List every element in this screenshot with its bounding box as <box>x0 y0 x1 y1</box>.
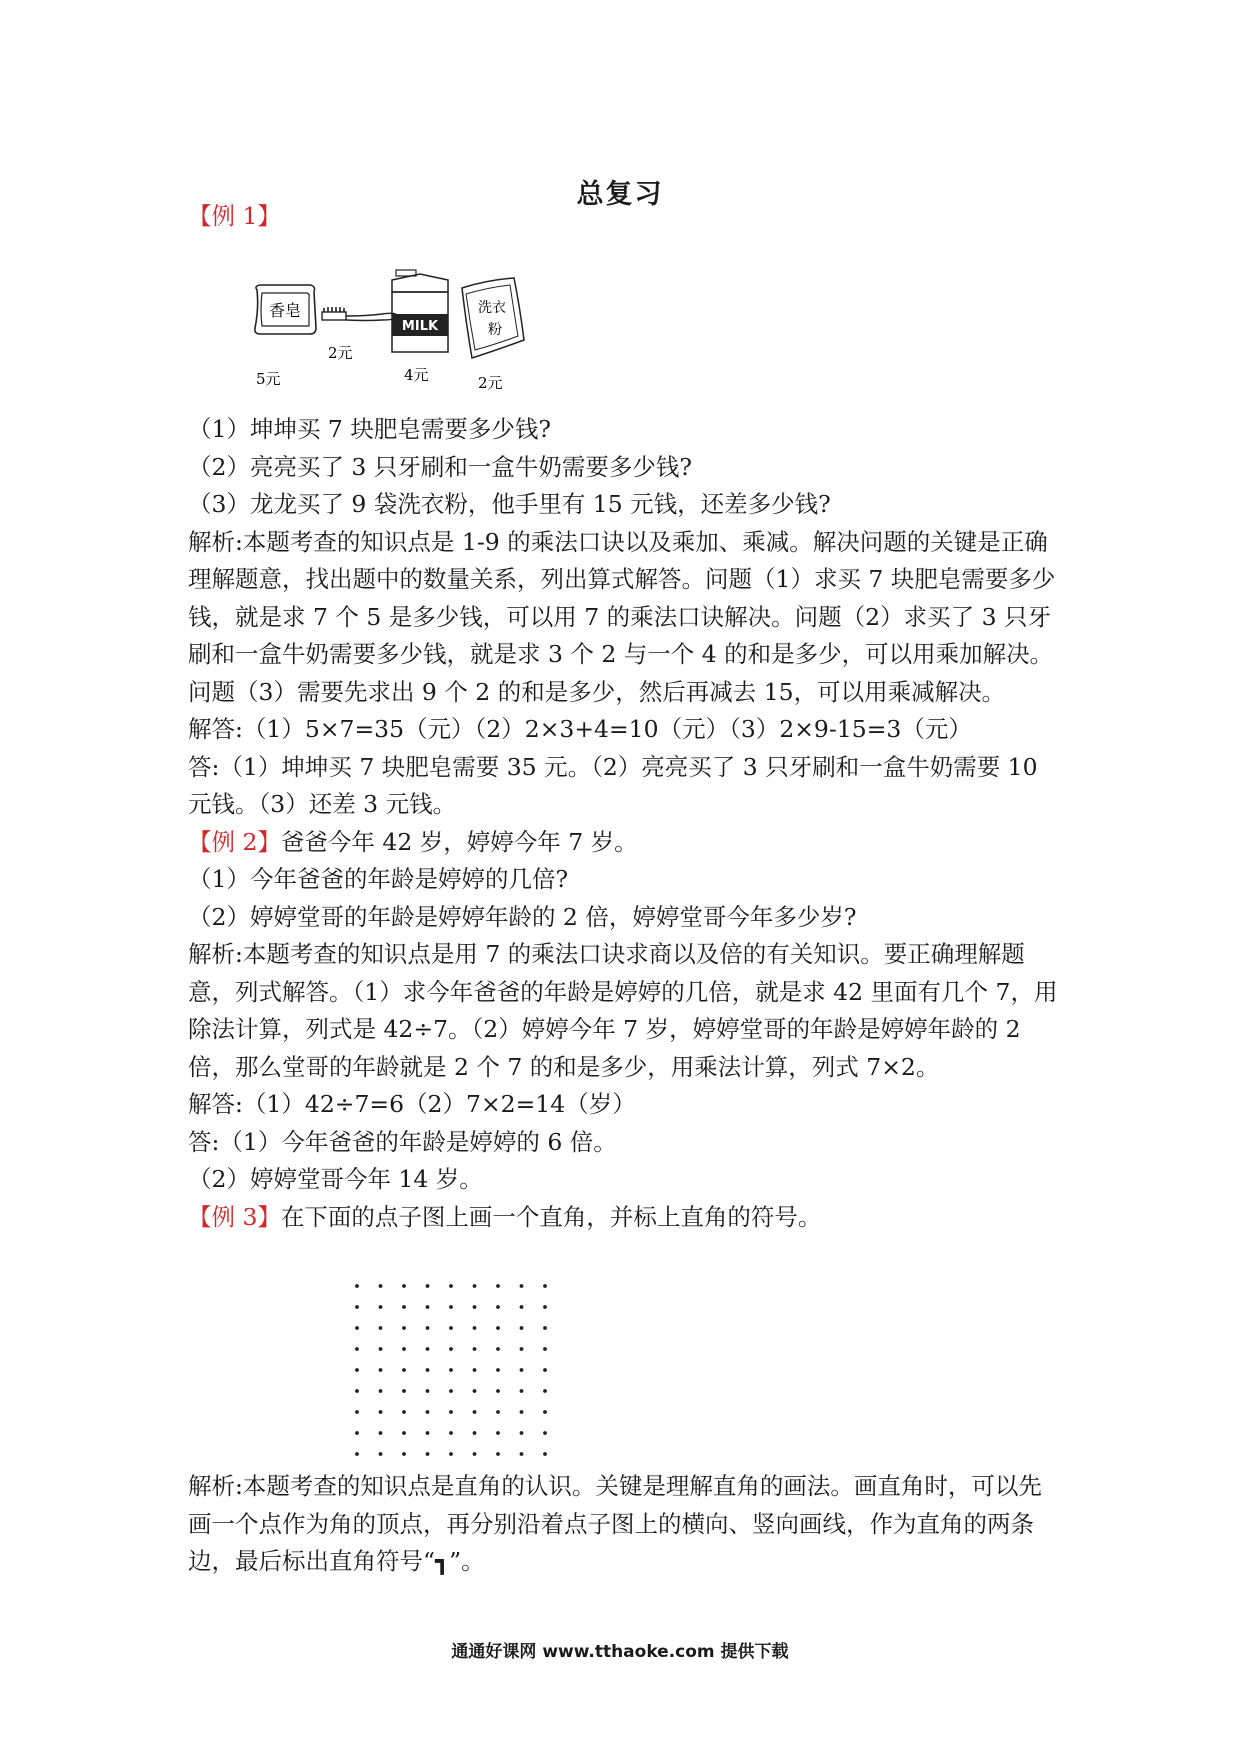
grid-dot[interactable] <box>520 1326 524 1330</box>
grid-dot[interactable] <box>473 1326 477 1330</box>
grid-dot[interactable] <box>449 1389 453 1393</box>
grid-dot[interactable] <box>426 1326 430 1330</box>
grid-dot[interactable] <box>473 1305 477 1309</box>
grid-dot[interactable] <box>426 1431 430 1435</box>
grid-dot[interactable] <box>449 1410 453 1414</box>
example-2-label: 【例 2】 <box>188 827 281 856</box>
grid-dot[interactable] <box>379 1410 383 1414</box>
grid-dot[interactable] <box>355 1305 359 1309</box>
grid-dot[interactable] <box>449 1368 453 1372</box>
grid-dot[interactable] <box>379 1452 383 1456</box>
example-2-question-1: （1）今年爸爸的年龄是婷婷的几倍? <box>188 865 569 893</box>
example-2-solution: 解答:（1）42÷7=6（2）7×2=14（岁） <box>188 1090 636 1118</box>
milk-price: 4元 <box>404 366 429 384</box>
soap-price: 5元 <box>256 370 281 388</box>
grid-dot[interactable] <box>473 1347 477 1351</box>
example-1-question-3: （3）龙龙买了 9 袋洗衣粉，他手里有 15 元钱，还差多少钱? <box>188 490 831 518</box>
footer-source: 通通好课网 www.tthaoke.com 提供下载 <box>451 1642 789 1662</box>
grid-dot[interactable] <box>520 1305 524 1309</box>
example-3-header <box>188 1199 1062 1237</box>
grid-dot[interactable] <box>520 1284 524 1288</box>
grid-dot[interactable] <box>496 1410 500 1414</box>
example-2-stem: 爸爸今年 42 岁，婷婷今年 7 岁。 <box>280 827 638 856</box>
grid-dot[interactable] <box>449 1431 453 1435</box>
grid-dot[interactable] <box>496 1284 500 1288</box>
washing-powder-price: 2元 <box>478 374 503 392</box>
soap-name: 香皂 <box>268 301 302 320</box>
grid-dot[interactable] <box>355 1410 359 1414</box>
grid-dot[interactable] <box>379 1368 383 1372</box>
grid-dot[interactable] <box>496 1347 500 1351</box>
shopping-items-illustration <box>252 268 572 400</box>
grid-dot[interactable] <box>496 1452 500 1456</box>
grid-dot[interactable] <box>543 1389 547 1393</box>
grid-dot[interactable] <box>543 1452 547 1456</box>
grid-dot[interactable] <box>379 1305 383 1309</box>
grid-dot[interactable] <box>426 1284 430 1288</box>
grid-dot[interactable] <box>496 1326 500 1330</box>
example-1-question-1: （1）坤坤买 7 块肥皂需要多少钱? <box>188 415 551 443</box>
grid-dot[interactable] <box>402 1305 406 1309</box>
grid-dot[interactable] <box>473 1410 477 1414</box>
grid-dot[interactable] <box>402 1452 406 1456</box>
example-3-stem: 在下面的点子图上画一个直角，并标上直角的符号。 <box>280 1202 822 1231</box>
milk-carton-icon <box>392 270 448 352</box>
example-1-answer: 答:（1）坤坤买 7 块肥皂需要 35 元。（2）亮亮买了 3 只牙刷和一盒牛奶需要 10 元钱。（3）还差 3 元钱。 <box>188 752 1046 818</box>
toothbrush-price: 2元 <box>328 344 353 362</box>
grid-dot[interactable] <box>426 1410 430 1414</box>
grid-dot[interactable] <box>543 1284 547 1288</box>
milk-label: MILK <box>401 319 439 334</box>
example-1-header <box>188 198 1062 236</box>
grid-dot[interactable] <box>426 1305 430 1309</box>
grid-dot[interactable] <box>355 1389 359 1393</box>
grid-dot[interactable] <box>379 1284 383 1288</box>
grid-dot[interactable] <box>520 1347 524 1351</box>
grid-dot[interactable] <box>402 1431 406 1435</box>
example-1-solution: 解答:（1）5×7=35（元）（2）2×3+4=10（元）（3）2×9-15=3（元） <box>188 715 972 743</box>
page-title: 总复习 <box>576 179 664 210</box>
example-2-question-2: （2）婷婷堂哥的年龄是婷婷年龄的 2 倍，婷婷堂哥今年多少岁? <box>188 902 857 931</box>
grid-dot[interactable] <box>355 1326 359 1330</box>
grid-dot[interactable] <box>355 1284 359 1288</box>
grid-dot[interactable] <box>520 1431 524 1435</box>
grid-dot[interactable] <box>473 1452 477 1456</box>
grid-dot[interactable] <box>473 1368 477 1372</box>
example-3-label: 【例 3】 <box>188 1202 281 1231</box>
grid-dot[interactable] <box>402 1347 406 1351</box>
washing-powder-name-2: 粉 <box>488 322 502 338</box>
example-1-analysis: 解析:本题考查的知识点是 1-9 的乘法口诀以及乘加、乘减。解决问题的关键是正确理解题意，找出题中的数量关系，列出算式解答。问题（1）求买 7 块肥皂需要多少钱，就是求 7 个 5 是多少钱，可以用 7 的乘法口诀解决。问题（2）求买了 3 只牙刷和一盒牛奶需要多少钱，就是求 3 个 2 与一个 4 的和是多少，可以用乘加解决。问题（3）需要先求出 9 个 2 的和是多少，然后再减去 15，可以用乘减解决。 <box>188 527 1056 706</box>
grid-dot[interactable] <box>402 1284 406 1288</box>
washing-powder-name: 洗衣 <box>478 300 506 316</box>
example-3-analysis: 解析:本题考查的知识点是直角的认识。关键是理解直角的画法。画直角时，可以先画一个点作为角的顶点，再分别沿着点子图上的横向、竖向画线，作为直角的两条边，最后标出直角符号“┓”。 <box>188 1472 1042 1575</box>
grid-dot[interactable] <box>402 1326 406 1330</box>
grid-dot[interactable] <box>449 1326 453 1330</box>
soap-icon <box>255 285 316 334</box>
washing-powder-icon <box>462 278 524 358</box>
grid-dot[interactable] <box>379 1431 383 1435</box>
grid-dot[interactable] <box>402 1389 406 1393</box>
grid-dot[interactable] <box>449 1305 453 1309</box>
grid-dot[interactable] <box>543 1326 547 1330</box>
grid-dot[interactable] <box>379 1326 383 1330</box>
dot-grid[interactable] <box>352 1282 552 1457</box>
grid-dot[interactable] <box>543 1347 547 1351</box>
grid-dot[interactable] <box>355 1347 359 1351</box>
example-3-analysis-block <box>188 1468 1062 1581</box>
grid-dot[interactable] <box>496 1431 500 1435</box>
main-text <box>188 411 1062 1236</box>
grid-dot[interactable] <box>426 1347 430 1351</box>
grid-dot[interactable] <box>426 1368 430 1372</box>
grid-dot[interactable] <box>449 1284 453 1288</box>
grid-dot[interactable] <box>543 1305 547 1309</box>
grid-dot[interactable] <box>496 1305 500 1309</box>
grid-dot[interactable] <box>543 1431 547 1435</box>
example-1-label: 【例 1】 <box>188 202 281 230</box>
grid-dot[interactable] <box>426 1452 430 1456</box>
grid-dot[interactable] <box>520 1410 524 1414</box>
grid-dot[interactable] <box>355 1368 359 1372</box>
grid-dot[interactable] <box>520 1389 524 1393</box>
example-2-answer-1: 答:（1）今年爸爸的年龄是婷婷的 6 倍。 <box>188 1127 617 1156</box>
grid-dot[interactable] <box>520 1368 524 1372</box>
grid-dot[interactable] <box>473 1431 477 1435</box>
grid-dot[interactable] <box>379 1389 383 1393</box>
toothbrush-icon <box>322 307 397 321</box>
example-2-analysis: 解析:本题考查的知识点是用 7 的乘法口诀求商以及倍的有关知识。要正确理解题意，列式解答。（1）求今年爸爸的年龄是婷婷的几倍，就是求 42 里面有几个 7，用除法计算，列式是 42÷7。（2）婷婷今年 7 岁，婷婷堂哥的年龄是婷婷年龄的 2 倍，那么堂哥的年龄就是 2 个 7 的和是多少，用乘法计算，列式 7×2。 <box>188 940 1058 1081</box>
grid-dot[interactable] <box>496 1389 500 1393</box>
grid-dot[interactable] <box>355 1452 359 1456</box>
grid-dot[interactable] <box>379 1347 383 1351</box>
grid-dot[interactable] <box>496 1368 500 1372</box>
grid-dot[interactable] <box>402 1368 406 1372</box>
example-1-question-2: （2）亮亮买了 3 只牙刷和一盒牛奶需要多少钱? <box>188 452 692 481</box>
example-2-answer-2: （2）婷婷堂哥今年 14 岁。 <box>188 1165 483 1193</box>
grid-dot[interactable] <box>402 1410 406 1414</box>
grid-dot[interactable] <box>473 1284 477 1288</box>
grid-dot[interactable] <box>473 1389 477 1393</box>
example-2-header <box>188 824 1062 862</box>
grid-dot[interactable] <box>449 1452 453 1456</box>
grid-dot[interactable] <box>355 1431 359 1435</box>
grid-dot[interactable] <box>543 1410 547 1414</box>
grid-dot[interactable] <box>426 1389 430 1393</box>
grid-dot[interactable] <box>520 1452 524 1456</box>
grid-dot[interactable] <box>543 1368 547 1372</box>
grid-dot[interactable] <box>449 1347 453 1351</box>
